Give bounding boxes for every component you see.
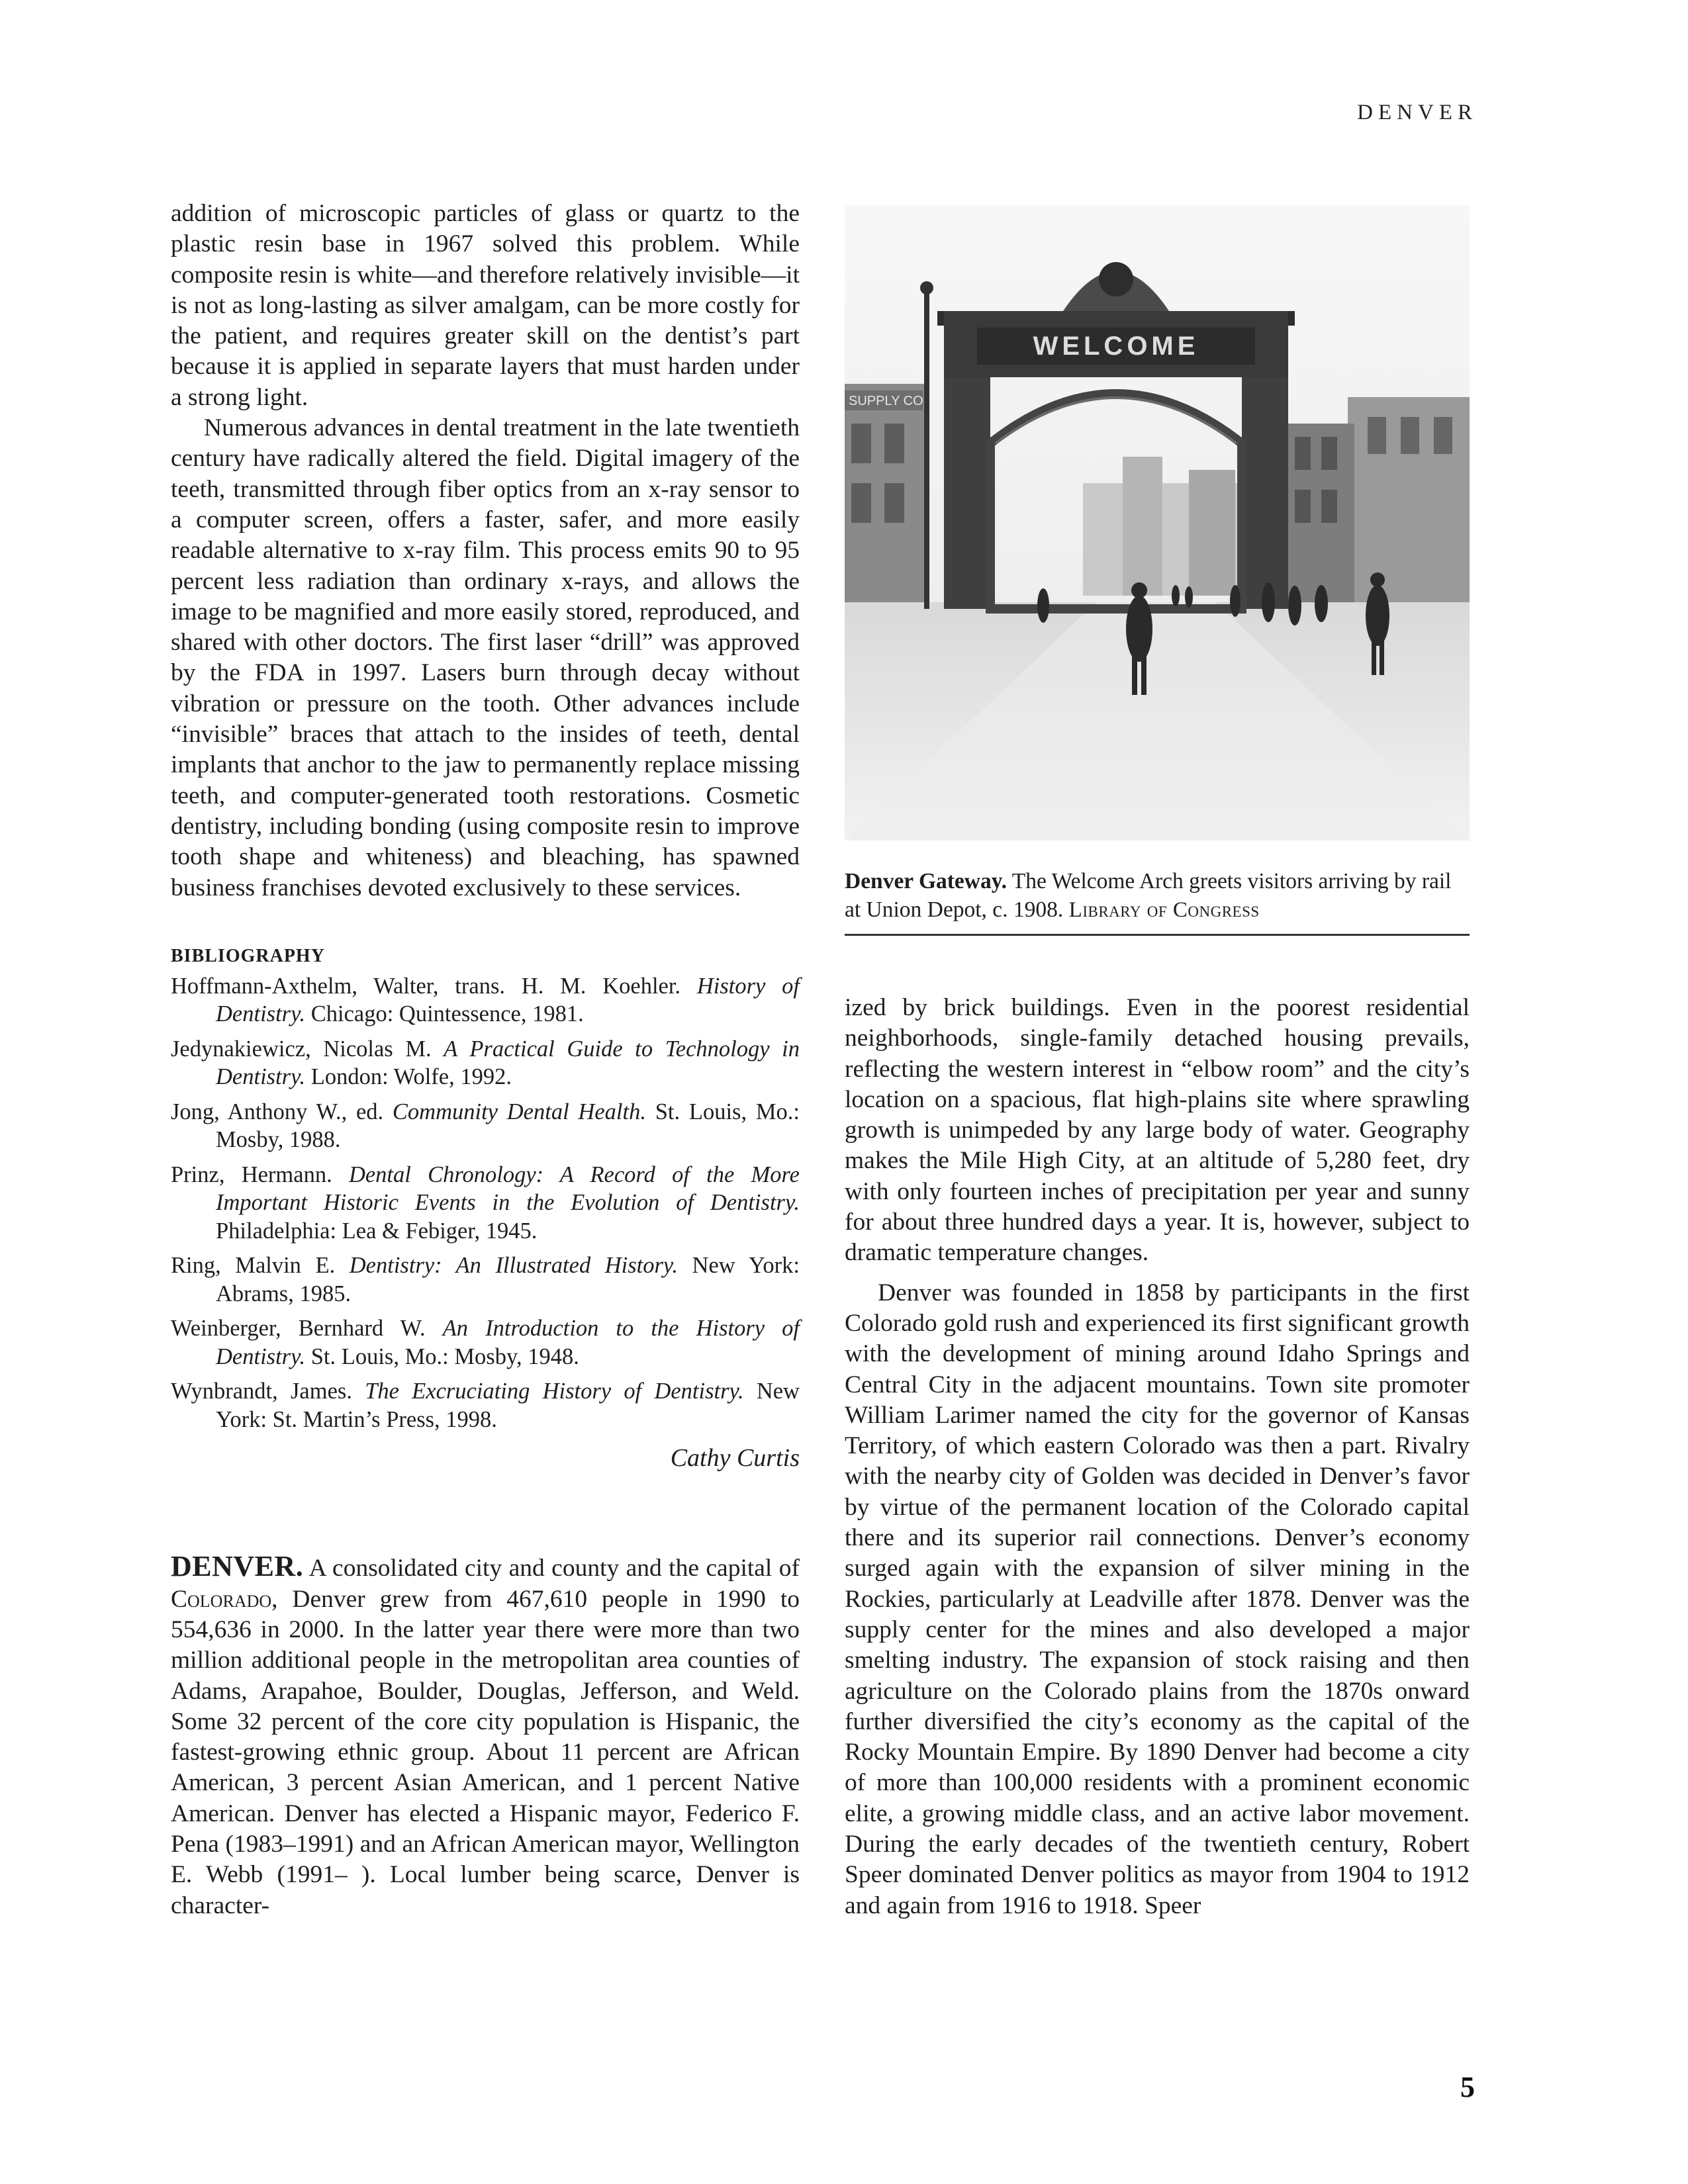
citation-author: Weinberger, Bernhard W. xyxy=(171,1316,443,1342)
arch-sign-text: WELCOME xyxy=(1033,332,1199,361)
citation-publisher: Chicago: Quintessence, 1981. xyxy=(305,1001,584,1027)
citation-author: Prinz, Hermann. xyxy=(171,1161,349,1187)
bibliography-item xyxy=(171,972,800,1028)
citation-author: Jedynakiewicz, Nicolas M. xyxy=(171,1036,444,1062)
page-number: 5 xyxy=(1460,2071,1475,2103)
photo-illustration xyxy=(845,205,1470,841)
citation-publisher: St. Louis, Mo.: Mosby, 1988. xyxy=(216,1099,800,1153)
caption-credit: Library of Congress xyxy=(1068,898,1260,922)
citation-title: Dentistry: An Illustrated History. xyxy=(349,1253,678,1279)
article-author: Cathy Curtis xyxy=(670,1444,800,1473)
bibliography-item xyxy=(171,1161,800,1246)
figure-block xyxy=(845,205,1470,936)
citation-publisher: New York: St. Martin’s Press, 1998. xyxy=(216,1379,800,1432)
bibliography-item xyxy=(171,1251,800,1308)
right-column xyxy=(845,993,1470,1921)
body-paragraph: Denver was founded in 1858 by participants in the first Colorado gold rush and experienced its first significant growth with the development of mining around Idaho Springs and Central City in the adjacent mountains. Town site promoter William Larimer named the city for the governor of Kansas Territory, of which eastern Colorado was then a part. Rivalry with the nearby city of Golden was decided in Denver’s favor by virtue of the permanent location of the Colorado capital there and its superior rail connections. Denver’s economy surged again with the expansion of silver mining in the Rockies, particularly at Leadville after 1878. Denver was the supply center for the mines and also developed a major smelting industry. The expansion of stock raising and then agriculture on the Colorado plains from the 1870s onward further diversified the city’s economy as the capital of the Rocky Mountain Empire. By 1890 Denver had become a city of more than 100,000 residents with a prominent economic elite, a growing middle class, and an active labor movement. During the early decades of the twentieth century, Robert Speer dominated Denver politics as mayor from 1904 to 1912 and again from 1916 to 1918. Speer xyxy=(845,1279,1470,1919)
citation-publisher: London: Wolfe, 1992. xyxy=(305,1064,512,1090)
body-paragraph: ized by brick buildings. Even in the poorest residential neighborhoods, single-family detached housing prevails, reflecting the western interest in “elbow room” and the city’s location on a spacious, flat high-plains site where sprawling growth is unimpeded by any large body of water. Geography makes the Mile High City, at an altitude of 5,280 feet, dry with only fourteen inches of precipitation per year and sunny for about three hundred days a year. It is, however, subject to dramatic temperature changes. xyxy=(845,994,1470,1267)
citation-title: The Excruciating History of Dentistry. xyxy=(365,1379,744,1404)
entry-heading: DENVER. xyxy=(171,1550,304,1583)
entry-text: , Denver grew from 467,610 people in 1990 to 554,636 in 2000. In the latter year there were more than two million additional people in the metropolitan area counties of Adams, Arapahoe, Boulder, Douglas, Jefferson, and Weld. Some 32 percent of the core city population is Hispanic, the fastest-growing ethnic group. About 11 percent are African American, 3 percent Asian American, and 1 percent Native American. Denver has elected a Hispanic mayor, Federico F. Pena (1983–1991) and an African American mayor, Wellington E. Webb (1991– ). Local lumber being scarce, Denver is character- xyxy=(171,1585,800,1919)
citation-author: Wynbrandt, James. xyxy=(171,1379,365,1404)
left-column xyxy=(171,199,800,1921)
photo-welcome-arch xyxy=(845,205,1470,841)
sign-left-text: SUPPLY CO xyxy=(849,394,923,408)
caption-title: Denver Gateway. xyxy=(845,869,1008,893)
bibliography-item xyxy=(171,1314,800,1371)
bibliography-list xyxy=(171,972,800,1434)
body-paragraph: addition of microscopic particles of glass or quartz to the plastic resin base in 1967 solved this problem. While composite resin is white—and therefore relatively invisible—it is not as long-lasting as silver amalgam, can be more costly for the patient, and requires greater skill on the dentist’s part because it is applied in separate layers that must harden under a strong light. xyxy=(171,200,800,411)
entry-paragraph xyxy=(171,1551,800,1921)
citation-title: Community Dental Health. xyxy=(392,1099,646,1124)
bibliography-item xyxy=(171,1377,800,1433)
citation-author: Ring, Malvin E. xyxy=(171,1253,350,1279)
citation-author: Hoffmann-Axthelm, Walter, trans. H. M. Koehler. xyxy=(171,973,697,999)
citation-title: History of Dentistry. xyxy=(216,973,800,1027)
citation-publisher: St. Louis, Mo.: Mosby, 1948. xyxy=(305,1343,579,1369)
citation-author: Jong, Anthony W., ed. xyxy=(171,1099,393,1124)
entry-text: A consolidated city and county and the capital of xyxy=(303,1555,800,1582)
citation-title: A Practical Guide to Technology in Dentistry. xyxy=(216,1036,800,1090)
bibliography-heading: BIBLIOGRAPHY xyxy=(171,945,325,966)
bibliography-item xyxy=(171,1098,800,1154)
figure-caption xyxy=(845,867,1470,925)
caption-text: The Welcome Arch greets visitors arriving by rail at Union Depot, c. 1908. xyxy=(845,869,1452,922)
caption-rule xyxy=(845,934,1470,936)
citation-publisher: New York: Abrams, 1985. xyxy=(216,1253,800,1306)
body-paragraph: Numerous advances in dental treatment in the late twentieth century have radically altered the field. Digital imagery of the teeth, transmitted through fiber optics from an x-ray sensor to a computer screen, offers a faster, safer, and more easily readable alternative to x-ray film. This process emits 90 to 95 percent less radiation than ordinary x-rays, and allows the image to be magnified and more easily stored, reproduced, and shared with other doctors. The first laser “drill” was approved by the FDA in 1997. Lasers burn through decay without vibration or pressure on the tooth. Other advances include “invisible” braces that attach to the insides of teeth, dental implants that anchor to the jaw to permanently replace missing teeth, and computer-generated tooth restorations. Cosmetic dentistry, including bonding (using composite resin to improve tooth shape and whiteness) and bleaching, has spawned business franchises devoted exclusively to these services. xyxy=(171,414,800,901)
citation-publisher: Philadelphia: Lea & Febiger, 1945. xyxy=(216,1218,538,1244)
bibliography-item xyxy=(171,1035,800,1091)
citation-title: An Introduction to the History of Dentistry. xyxy=(216,1316,800,1369)
cross-reference-link[interactable]: Colorado xyxy=(171,1585,272,1613)
running-head: DENVER xyxy=(1357,101,1477,124)
citation-title: Dental Chronology: A Record of the More Important Historic Events in the Evolution of Dentistry. xyxy=(216,1161,800,1216)
